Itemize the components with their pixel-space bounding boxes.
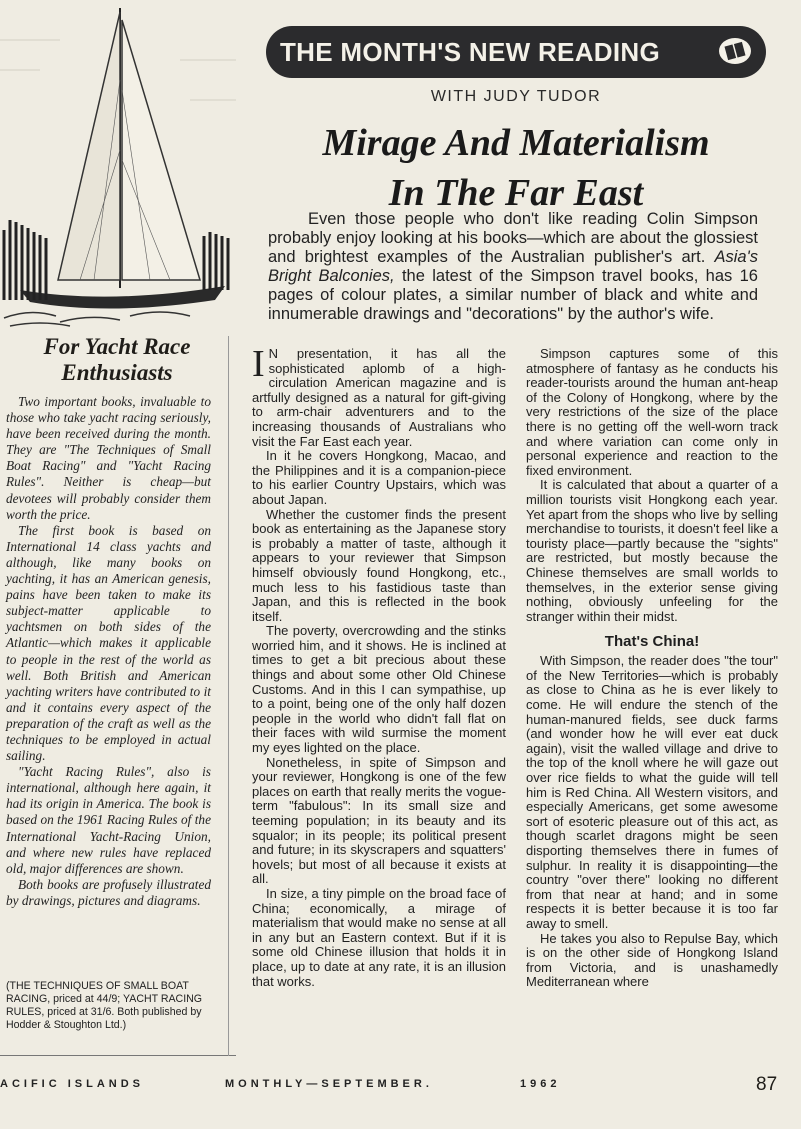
sidebar-paragraph: Two important books, invaluable to those who take yacht racing seriously, have been received during the month. They are "The Techniques of Small Boat Racing" and "Yacht Racing Rules". Neither is cheap—but devotees will probably consider them worth the price.	[6, 394, 211, 522]
page-number: 87	[756, 1074, 778, 1095]
column-divider	[228, 336, 229, 1056]
intro-book-title: Asia's Bright Balconies,	[268, 248, 758, 285]
article-column-1	[252, 343, 506, 989]
sailboat-illustration	[0, 0, 236, 330]
intro-paragraph	[268, 210, 758, 324]
sidebar-paragraph: "Yacht Racing Rules", also is international, although here again, it had its origin in America. The book is based on the 1961 Racing Rules of the International Yacht-Racing Union, and where new rules have replaced old, major differences are shown.	[6, 764, 211, 876]
section-banner	[266, 26, 766, 78]
sidebar-rule	[0, 1055, 236, 1056]
headline-line-2: In The Far East	[388, 172, 644, 214]
article-paragraph	[252, 343, 506, 449]
intro-text-2: the latest of the Simpson travel books, has 16 pages of colour plates, a similar number of black and white and innumerable drawings and "decorations" by the author's wife.	[268, 267, 758, 323]
article-paragraph: Whether the customer finds the present book as entertaining as the Japanese story is probably a matter of taste, although it appears to your reviewer that Simpson himself obviously found Hongkong, etc., much less to his fastidious taste than Japan, and this is reflected in the book itself.	[252, 506, 506, 624]
byline: WITH JUDY TUDOR	[430, 88, 602, 105]
article-paragraph: It is calculated that about a quarter of a million tourists visit Hongkong each year. Yet apart from the shops who live by selling merchandise to tourists, it doesn't feel like a touristy place—partly because the "sights" are restricted, but mostly because the Chinese themselves are small worlds to themselves, in the exterior sense giving nothing, obviously unfeeling for the stranger within their midst.	[526, 477, 778, 624]
book-icon	[718, 36, 752, 66]
paragraph-text: N presentation, it has all the sophisticated aplomb of a high-circulation American magazine and is artfully designed as a natural for gift-giving to arm-chair adventurers and to the increasing thousands of Australians who visit the Far East each year.	[252, 346, 506, 449]
page-title	[266, 118, 766, 218]
article-paragraph: In it he covers Hongkong, Macao, and the Philippines and it is a companion-piece to his earlier Country Upstairs, which was about Japan.	[252, 448, 506, 507]
sidebar-footnote: (THE TECHNIQUES OF SMALL BOAT RACING, priced at 44/9; YACHT RACING RULES, priced at 31/6. Both published by Hodder & Stoughton Ltd.)	[6, 980, 203, 1031]
article-paragraph: He takes you also to Repulse Bay, which is on the other side of Hongkong Island from Victoria, and is unashamedly Mediterranean where	[526, 930, 778, 990]
article-paragraph: In size, a tiny pimple on the broad face of China; economically, a mirage of materialism that would make no sense at all in any but an Eastern context. But if it is some old Chinese illusion that holds it in place, up to date at any rate, it is an illusion that works.	[252, 885, 506, 989]
drop-cap: I	[252, 343, 265, 385]
article-paragraph: The poverty, overcrowding and the stinks worried him, and it shows. He is inclined at times to get a bit precious about these things and about some other Old Chinese Customs. And in this I can sympathise, up to a point, being one of the only half dozen people in the world who didn't fall flat on their faces with wild surmise the moment my eyes lighted on the place.	[252, 623, 506, 756]
section-subhead: That's China!	[604, 633, 700, 651]
sidebar-paragraph: The first book is based on International 14 class yachts and although, like many books on yachting, it has an American genesis, pains have been taken to make its subject-matter applicable to yachtsmen on both sides of the Atlantic—which makes it applicable to people in the rest of the world as well. Both British and American yachting writers have contributed to it and it contains every aspect of the preparation of the craft as well as the techniques to be employed in actual sailing.	[6, 522, 211, 764]
sidebar-paragraph: Both books are profusely illustrated by drawings, pictures and diagrams.	[6, 876, 211, 908]
article-column-2	[526, 347, 778, 990]
sidebar-title: For Yacht Race Enthusiasts	[43, 334, 191, 385]
sidebar-body	[6, 394, 211, 909]
footer-issue: MONTHLY—SEPTEMBER.	[225, 1078, 433, 1090]
article-paragraph: With Simpson, the reader does "the tour" of the New Territories—which is probably as close to China as he is ever likely to come. He will endure the stench of the human-manured fields, see duck farms (and wonder how he will ever eat duck again), visit the walled village and drive to the top of the knoll where he will gaze out over rice fields to what the guide will tell him is Red China. All Western visitors, and especially Americans, get some awesome sort of esoteric pleasure out of this act, as though scarlet dragons might be seen disporting themselves there in fumes of sulphur. In reality it is disappointing—the country "over there" looking no different from that near at hand; and in some respects it is better because it is too far away to smell.	[526, 653, 778, 931]
article-paragraph: Nonetheless, in spite of Simpson and your reviewer, Hongkong is one of the few places on earth that really merits the vogue-term "fabulous": In its small size and teeming population; in its beauty and its squalor; in its people; its political present and future; in its skyscrapers and squatters' hovels; but most of all because it exists at all.	[252, 754, 506, 887]
intro-text-1: Even those people who don't like reading Colin Simpson probably enjoy looking at his books—which are about the glossiest and brightest examples of the Australian publisher's art.	[268, 210, 758, 266]
article-paragraph: Simpson captures some of this atmosphere of fantasy as he conducts his reader-tourists around the human ant-heap of the Colony of Hongkong, where by the very restrictions of the size of the place there is no getting off the well-worn track and where variation can come only in personal experience and reaction to the fixed environment.	[526, 346, 778, 478]
headline-line-1: Mirage And Materialism	[322, 122, 710, 164]
footer-magazine-name: ACIFIC ISLANDS	[0, 1078, 144, 1090]
footer-year: 1962	[520, 1078, 561, 1090]
banner-title: THE MONTH'S NEW READING	[280, 37, 660, 67]
